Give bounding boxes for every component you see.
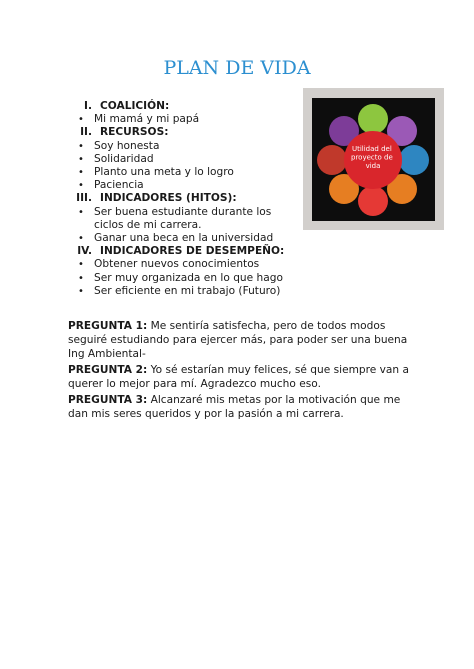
list-item: • Solidaridad bbox=[78, 152, 154, 165]
bullet-icon: • bbox=[78, 140, 84, 152]
bullet-icon: • bbox=[78, 114, 84, 126]
bullet-icon: • bbox=[78, 272, 84, 284]
life-plan-diagram bbox=[303, 88, 444, 230]
diagram-petal-circle bbox=[358, 186, 388, 216]
center-label: Utilidad del proyecto de vida bbox=[351, 145, 393, 170]
answer-text: Me sentiría satisfecha, pero de todos modos seguiré estudiando para ejercer más, para poder ser una buena Ing Ambiental- bbox=[68, 320, 408, 361]
section-number: I. bbox=[84, 100, 92, 112]
list-item: • Obtener nuevos conocimientos bbox=[78, 258, 260, 271]
section-heading bbox=[62, 100, 294, 113]
diagram-graphic bbox=[312, 98, 435, 221]
list-item: • Mi mamá y mi papá bbox=[78, 113, 200, 126]
bullet-icon: • bbox=[78, 259, 84, 271]
bullet-icon: • bbox=[78, 167, 84, 179]
list-item: • Paciencia bbox=[78, 179, 144, 192]
section-title: INDICADORES DE DESEMPEÑO: bbox=[100, 245, 285, 258]
list-item: • Planto una meta y lo logro bbox=[78, 166, 234, 179]
bullet-icon: • bbox=[78, 180, 84, 192]
list-item: • Ser buena estudiante durante los ciclos de mi carrera. bbox=[78, 205, 272, 231]
section-number: III. bbox=[76, 192, 92, 205]
bullet-icon: • bbox=[78, 285, 84, 297]
answer-text: Yo sé estarían muy felices, sé que siempre van a querer lo mejor para mí. Agradezco mucho eso. bbox=[68, 364, 409, 391]
section-number: II. bbox=[80, 126, 92, 139]
answer-paragraph bbox=[68, 393, 414, 421]
diagram-petal-circle bbox=[317, 145, 347, 175]
section-number: IV. bbox=[77, 245, 92, 258]
answer-paragraph bbox=[68, 319, 414, 362]
diagram-petal-circle bbox=[358, 104, 388, 134]
bullet-icon: • bbox=[78, 153, 84, 165]
section-heading bbox=[62, 126, 294, 139]
list-item: • Ser muy organizada en lo que hago bbox=[78, 271, 283, 284]
section-heading bbox=[62, 245, 294, 258]
bullet-icon: • bbox=[78, 233, 84, 245]
plan-outline bbox=[62, 100, 294, 298]
answer-paragraph bbox=[68, 363, 414, 391]
list-item: • Ser eficiente en mi trabajo (Futuro) bbox=[78, 284, 281, 297]
list-item: • Ganar una beca en la universidad bbox=[78, 232, 274, 245]
section-heading bbox=[62, 192, 294, 205]
section-title: INDICADORES (HITOS): bbox=[100, 192, 237, 205]
bullet-icon: • bbox=[78, 206, 84, 218]
section-title: COALICIÓN: bbox=[100, 100, 170, 112]
answer-label: PREGUNTA 1: bbox=[68, 320, 148, 332]
answer-label: PREGUNTA 2: bbox=[68, 364, 148, 376]
diagram-petal-circle bbox=[399, 145, 429, 175]
page-title: PLAN DE VIDA bbox=[163, 57, 311, 79]
list-item: • Soy honesta bbox=[78, 139, 160, 152]
answer-text: Alcanzaré mis metas por la motivación que me dan mis seres queridos y por la pasión a mi carrera. bbox=[68, 394, 401, 421]
section-title: RECURSOS: bbox=[100, 126, 169, 139]
answer-label: PREGUNTA 3: bbox=[68, 394, 148, 406]
